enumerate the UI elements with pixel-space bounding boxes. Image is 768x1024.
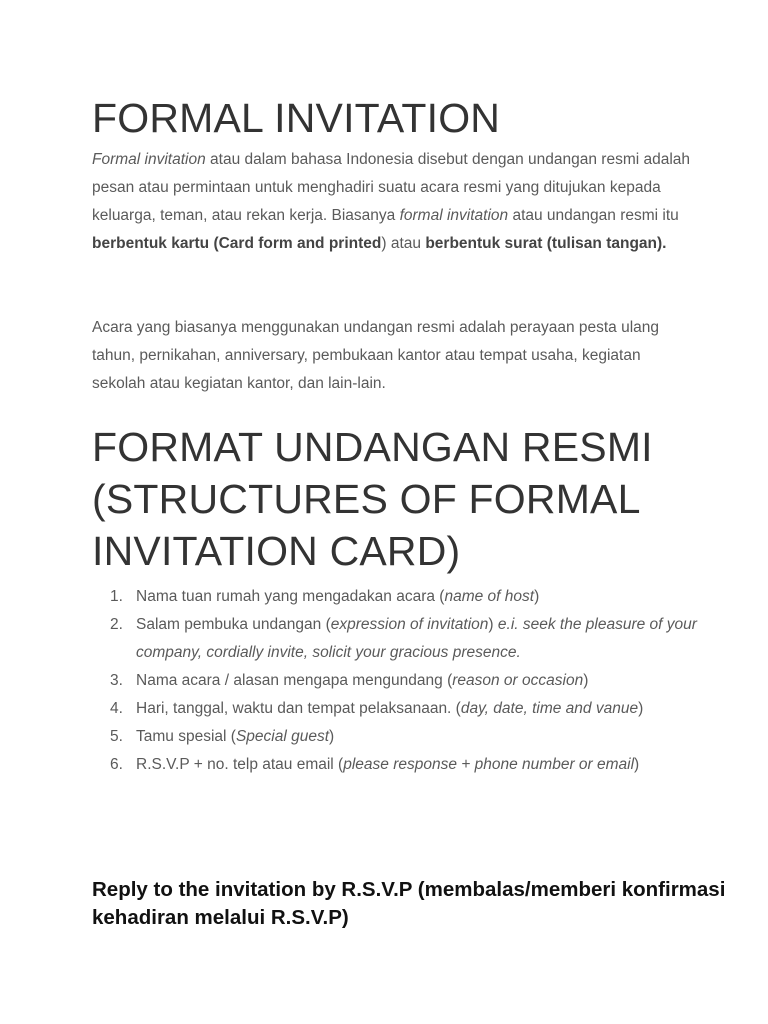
list-term: please response + phone number or email (343, 756, 635, 773)
list-text-end: ) (583, 672, 589, 689)
list-number: 6. (110, 756, 123, 773)
list-text: Salam pembuka undangan ( (136, 616, 331, 633)
intro-paragraph (92, 146, 692, 258)
list-text-end: ) (329, 728, 335, 745)
structure-list (92, 583, 732, 779)
term-formal-invitation-2: formal invitation (399, 207, 509, 224)
list-text: R.S.V.P + no. telp atau email ( (136, 756, 344, 773)
bold-letter-form: berbentuk surat (tulisan tangan). (425, 235, 667, 252)
list-item (92, 695, 732, 723)
list-text-end: ) (534, 588, 540, 605)
heading-format-undangan: FORMAT UNDANGAN RESMI (STRUCTURES OF FORMAL INVITATION CARD) (92, 424, 653, 574)
list-term: day, date, time and vanue (460, 700, 639, 717)
list-text: Nama acara / alasan mengapa mengundang ( (136, 672, 453, 689)
events-paragraph: Acara yang biasanya menggunakan undangan resmi adalah perayaan pesta ulang tahun, pernikahan, anniversary, pembukaan kantor atau tempat usaha, kegiatan sekolah atau kegiatan kantor, dan lain-lain. (92, 319, 660, 392)
list-item (92, 667, 732, 695)
list-term: Special guest (235, 728, 329, 745)
term-formal-invitation: Formal invitation (92, 151, 206, 168)
intro-text-1: atau dalam bahasa Indonesia disebut dengan undangan resmi adalah pesan atau permintaan untuk menghadiri suatu acara resmi yang ditujukan kepada keluarga, teman, atau rekan kerja. Biasanya (92, 151, 691, 224)
list-term: name of host (444, 588, 535, 605)
list-item (92, 611, 732, 667)
list-number: 5. (110, 728, 123, 745)
list-item (92, 723, 732, 751)
list-text-end: ) (488, 616, 498, 633)
list-text: Tamu spesial ( (136, 728, 236, 745)
list-text: Hari, tanggal, waktu dan tempat pelaksanaan. ( (136, 700, 461, 717)
list-number: 3. (110, 672, 123, 689)
heading-formal-invitation: FORMAL INVITATION (92, 95, 501, 141)
intro-text-2: atau undangan resmi itu (508, 207, 679, 224)
list-text: Nama tuan rumah yang mengadakan acara ( (136, 588, 445, 605)
list-number: 4. (110, 700, 123, 717)
list-number: 2. (110, 616, 123, 633)
list-item (92, 751, 732, 779)
list-text-end: ) (638, 700, 644, 717)
list-text-end: ) (634, 756, 640, 773)
list-examples: e.i. seek the pleasure of your company, cordially invite, solicit your gracious presence. (136, 616, 697, 661)
list-number: 1. (110, 588, 123, 605)
intro-text-3: ) atau (381, 235, 426, 252)
list-item (92, 583, 732, 611)
bold-card-form: berbentuk kartu (Card form and printed (92, 235, 382, 252)
list-term: expression of invitation (330, 616, 489, 633)
list-term: reason or occasion (452, 672, 584, 689)
reply-heading: Reply to the invitation by R.S.V.P (membalas/memberi konfirmasi kehadiran melalui R.S.V.P) (92, 878, 726, 929)
